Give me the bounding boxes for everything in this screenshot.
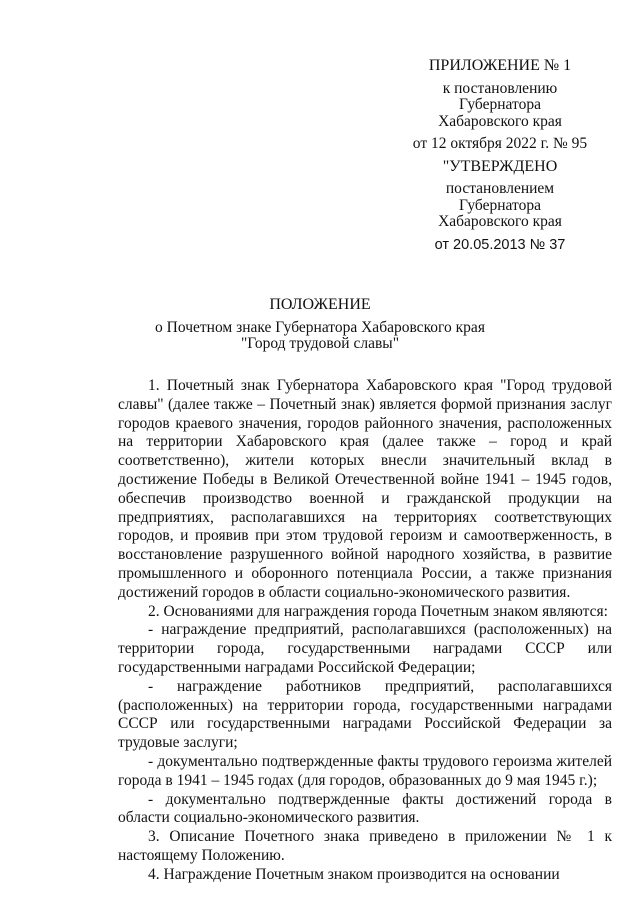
- list-item: - награждение работников предприятий, располагавшихся (расположенных) на территории города, государственными наградами СССР или государственными наградами Российской Федерации за трудовые заслуги;: [118, 677, 612, 752]
- header-line: Хабаровского края: [438, 213, 562, 230]
- header-line: постановлением: [445, 180, 555, 197]
- document-title: ПОЛОЖЕНИЕ: [269, 296, 371, 313]
- paragraph: 4. Награждение Почетным знаком производится на основании: [148, 865, 560, 883]
- paragraph: 2. Основаниями для награждения города Почетным знаком являются:: [148, 602, 608, 620]
- header-line: от 20.05.2013 № 37: [434, 236, 566, 253]
- header-line: от 12 октября 2022 г. № 95: [412, 135, 588, 152]
- list-item: - награждение предприятий, располагавшихся (расположенных) на территории города, государственными наградами СССР или государственными наградами Российской Федерации;: [118, 621, 612, 676]
- document-body: [118, 377, 612, 885]
- paragraph: 1. Почетный знак Губернатора Хабаровского края "Город трудовой славы" (далее также – Почетный знак) является формой признания заслуг городов краевого значения, городов районного значения, расположенных на территории Хабаровского края (далее также – город и край соответственно), жители которых внесли значительный вклад в достижение Победы в Великой Отечественной войне 1941 – 1945 годов, обеспечив производство военной и гражданской продукции на предприятиях, располагавшихся на территориях соответствующих городов, и проявив при этом трудовой героизм и самоотверженность, в восстановление разрушенного войной народного хозяйства, в развитие промышленного и оборонного потенциала России, а также признания достижений городов в области социально-экономического развития.: [118, 377, 612, 601]
- appendix-header: [380, 58, 620, 253]
- appendix-title: ПРИЛОЖЕНИЕ № 1: [428, 57, 572, 74]
- header-line: к постановлению: [442, 79, 558, 97]
- document-subtitle: [0, 320, 640, 352]
- document-subtitle-line: о Почетном знаке Губернатора Хабаровского края: [155, 319, 485, 336]
- header-line: Хабаровского края: [438, 112, 562, 130]
- document-subtitle-line: "Город трудовой славы": [240, 335, 400, 352]
- list-item: - документально подтвержденные факты достижений города в области социально-экономического развития.: [118, 790, 612, 827]
- paragraph: 3. Описание Почетного знака приведено в приложении № 1 к настоящему Положению.: [118, 828, 612, 864]
- approved-title: "УТВЕРЖДЕНО: [442, 157, 558, 175]
- list-item: - документально подтвержденные факты трудового героизма жителей города в 1941 – 1945 годах (для городов, образованных до 9 мая 1945 г.);: [118, 752, 612, 789]
- header-line: Губернатора: [459, 196, 541, 214]
- header-line: Губернатора: [459, 96, 541, 113]
